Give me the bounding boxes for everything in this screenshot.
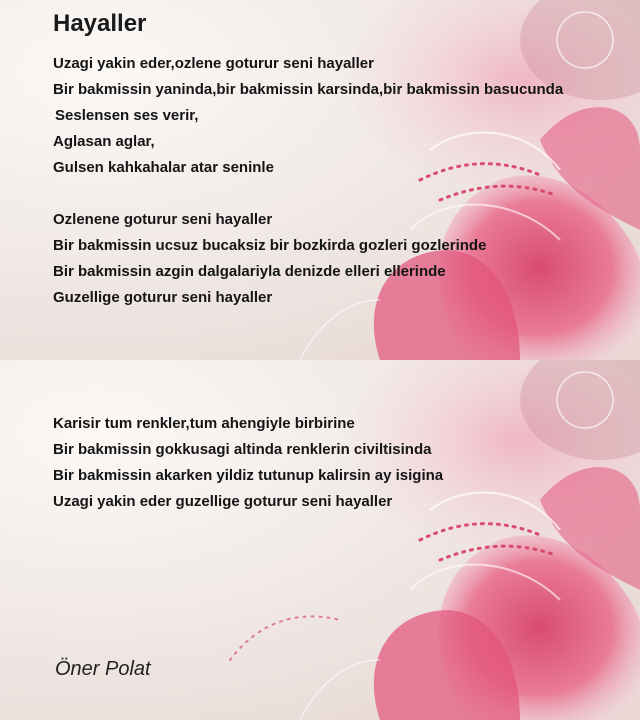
poem-title: Hayaller (53, 10, 147, 37)
poem-line: Bir bakmissin azgin dalgalariyla denizde elleri ellerinde (53, 263, 446, 280)
stanza-1 (53, 51, 563, 181)
poem-line: Uzagi yakin eder guzellige goturur seni hayaller (53, 493, 393, 510)
poem-line: Bir bakmissin ucsuz bucaksiz bir bozkirda gozleri gozlerinde (53, 237, 487, 254)
poem-line: Ozlenene goturur seni hayaller (53, 211, 273, 228)
poem-line: Karisir tum renkler,tum ahengiyle birbirine (53, 415, 355, 432)
poem-line: Seslensen ses verir, (55, 107, 199, 124)
poem-line: Guzellige goturur seni hayaller (53, 289, 273, 306)
stanza-3 (53, 411, 443, 515)
poem-line: Bir bakmissin yaninda,bir bakmissin karsinda,bir bakmissin basucunda (53, 81, 564, 98)
poem-line: Bir bakmissin gokkusagi altinda renklerin civiltisinda (53, 441, 432, 458)
stanza-2 (53, 207, 486, 311)
poem-author: Öner Polat (55, 658, 151, 680)
poem-line: Aglasan aglar, (53, 133, 155, 150)
poem-line: Gulsen kahkahalar atar seninle (53, 159, 274, 176)
poem-line: Uzagi yakin eder,ozlene goturur seni hayaller (53, 55, 374, 72)
poem-line: Bir bakmissin akarken yildiz tutunup kalirsin ay isigina (53, 467, 444, 484)
